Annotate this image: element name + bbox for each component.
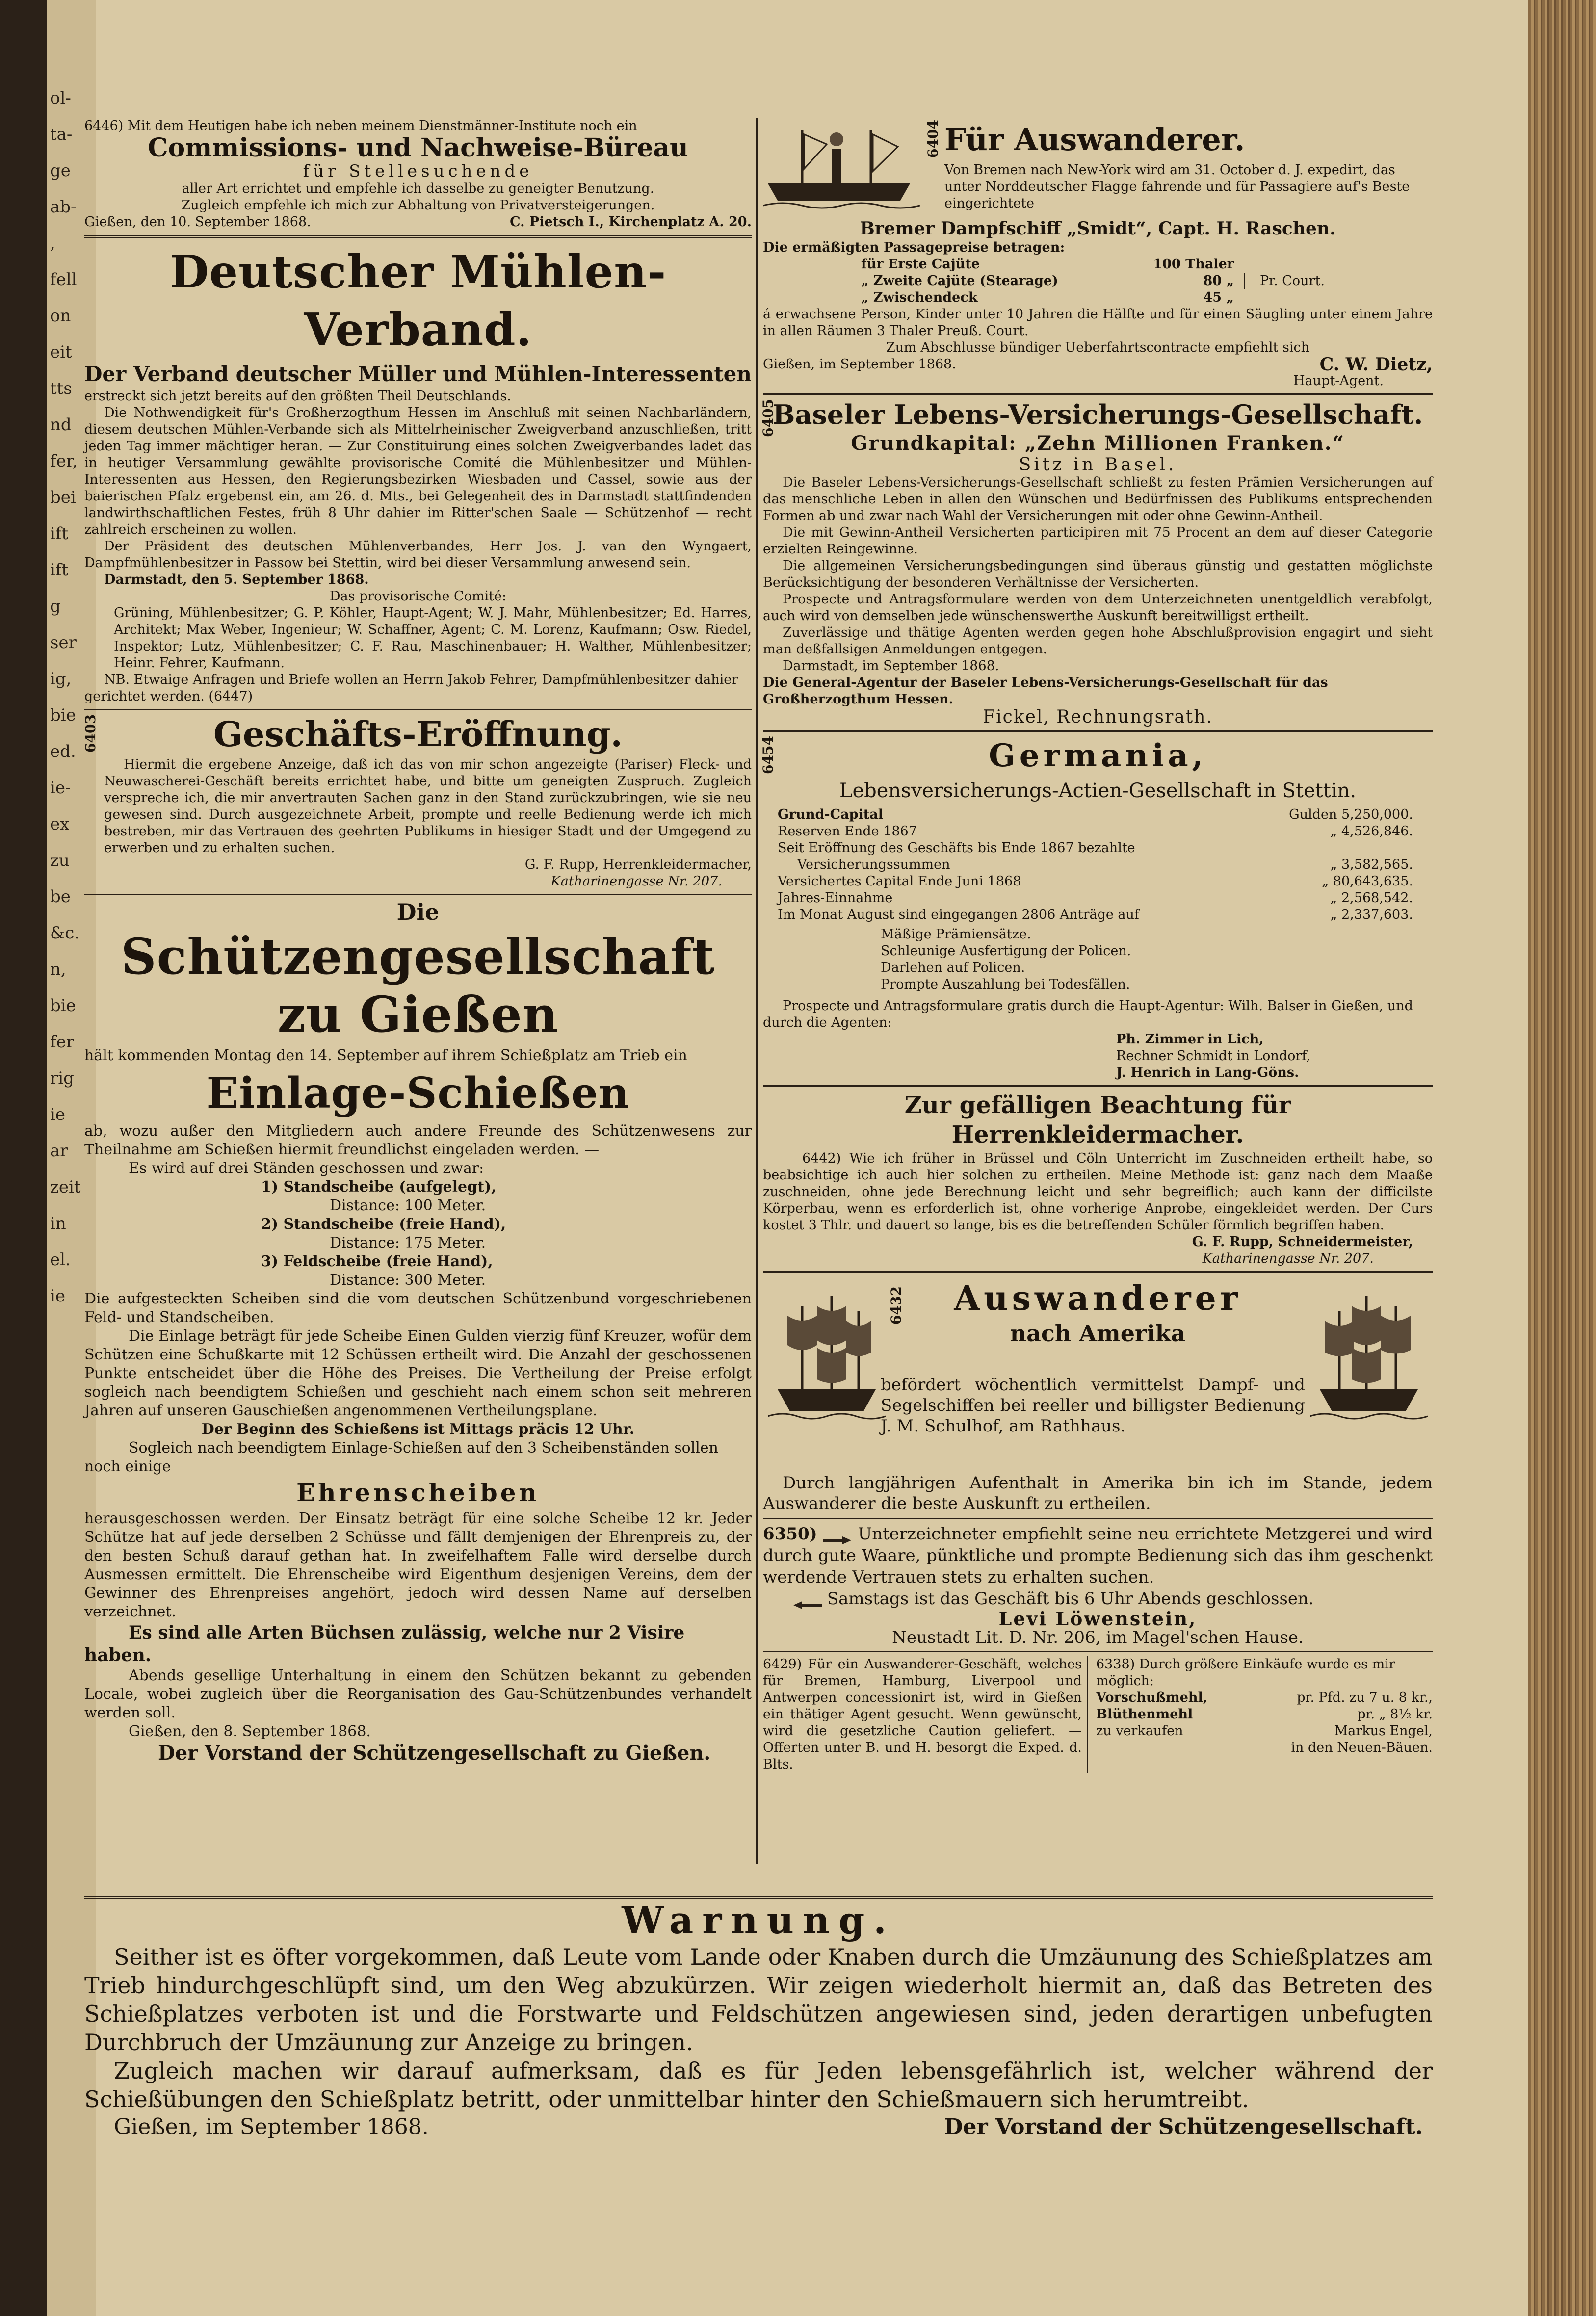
nb-text: NB. Etwaige Anfragen und Briefe wollen an Herrn Jakob Fehrer, Dampfmühlenbesitzer dahier gerichtet werden. xyxy=(84,672,738,704)
ad-paragraph: Die aufgesteckten Scheiben sind die vom deutschen Schützenbund vorgeschriebenen Feld- und Standscheiben. xyxy=(84,1290,752,1326)
ad-line: á erwachsene Person, Kinder unter 10 Jahren die Hälfte und für einen Säugling unter einem Jahre in allen Räumen 3 Thaler Preuß. Court. xyxy=(763,307,1433,338)
ad-body: Durch langjährigen Aufenthalt in Amerika bin ich im Stande, jedem Auswanderer die beste Auskunft zu ertheilen. xyxy=(763,1473,1433,1513)
left-column xyxy=(84,118,752,1766)
ad-signature: C. W. Dietz, xyxy=(1319,354,1433,375)
ad-date: Gießen, den 8. September 1868. xyxy=(129,1723,371,1740)
figure-unit: „ xyxy=(1330,824,1337,839)
book-page-edges xyxy=(1528,0,1596,2316)
warning-title: Warnung. xyxy=(622,1899,895,1942)
ad-geschaefts-eroeffnung xyxy=(84,714,752,890)
figure-label: Versicherungssummen xyxy=(797,857,950,872)
target-distance: Distance: 100 Meter. xyxy=(330,1197,486,1214)
ad-paragraph: Die Baseler Lebens-Versicherungs-Gesellschaft schließt zu festen Prämien Versicherungen auf das menschliche Leben in allen den Wünschen und Bedürfnissen des Publikums entsprechenden Formen ab und zwar nach Wahl der Versicherungen mit oder ohne Gewinn-Antheil. xyxy=(763,475,1433,523)
ad-address: in den Neuen-Bäuen. xyxy=(1291,1740,1433,1755)
ad-title: Geschäfts-Eröffnung. xyxy=(213,714,623,755)
ad-paragraph: Sogleich nach beendigtem Einlage-Schießen auf den 3 Scheibenständen sollen noch einige xyxy=(84,1439,718,1475)
ad-event: Einlage-Schießen xyxy=(206,1068,630,1118)
margin-fragment: zu xyxy=(50,851,70,870)
ad-seat: Sitz in Basel. xyxy=(1019,455,1177,475)
agents-line: Prospecte und Antragsformulare gratis durch die Haupt-Agentur: Wilh. Balser in Gießen, und durch die Agenten: xyxy=(763,998,1413,1030)
flour-price: pr. Pfd. zu 7 u. 8 kr., xyxy=(1297,1690,1433,1705)
pointing-hand-icon xyxy=(823,1530,852,1540)
margin-fragment: ift xyxy=(50,560,69,580)
margin-fragment: ar xyxy=(50,1141,68,1161)
margin-fragment: el. xyxy=(50,1250,71,1270)
ad-paragraph: Die allgemeinen Versicherungsbedingungen sind überaus günstig und gestatten möglichste Berücksichtigung der besonderen Verhältnisse der Versicherten. xyxy=(763,558,1433,590)
ad-body: Hiermit die ergebene Anzeige, daß ich das von mir schon angezeigte (Pariser) Fleck- und Neuwascherei-Geschäft bereits errichtet habe, und bitte um geneigten Zuspruch. Zugleich verspreche ich, die mir anvertrauten Sachen ganz in den Stand zurückzubringen, wie sie neu gewesen sind. Durch ausgezeichnete Arbeit, prompte und reelle Bedienung werde ich mich bestreben, mir das Vertrauen des geehrten Publikums in hiesiger Stadt und der Umgegend zu erwerben und zu erhalten suchen. xyxy=(104,757,752,856)
ad-herrenkleidermacher xyxy=(763,1091,1433,1267)
figure-value: 2,337,603. xyxy=(1341,907,1413,922)
ad-schuetzengesellschaft xyxy=(84,899,752,1766)
prices-heading: Die ermäßigten Passagepreise betragen: xyxy=(763,240,1065,255)
ad-signature: Der Vorstand der Schützengesellschaft zu Gießen. xyxy=(158,1742,711,1765)
steamship-icon xyxy=(763,120,920,213)
ad-fuer-auswanderer xyxy=(763,120,1433,218)
committee-members: Grüning, Mühlenbesitzer; G. P. Köhler, Haupt-Agent; W. J. Mahr, Mühlenbesitzer; Ed. Harres, Architekt; Max Weber, Ingenieur; W. Schaffner, Agent; C. M. Lorenz, Kaufmann; Osw. Riedel, Inspektor; Lutz, Mühlenbesitzer; C. F. Rau, Maschinenbauer; H. Walther, Mühlenbesitzer; Heinr. Fehrer, Kaufmann. xyxy=(114,605,752,671)
ad-subtitle: Der Verband deutscher Müller und Mühlen-Interessenten xyxy=(84,362,752,386)
ad-title: Auswanderer xyxy=(954,1279,1242,1318)
column-divider xyxy=(756,118,758,1864)
ad-signature: G. F. Rupp, Schneidermeister, xyxy=(1192,1234,1413,1249)
ad-number: 6350) xyxy=(763,1524,817,1544)
figure-label: Versichertes Capital Ende Juni 1868 xyxy=(778,874,1021,889)
price-class: für Erste Cajüte xyxy=(861,257,980,272)
ad-title: Für Auswanderer. xyxy=(944,122,1245,157)
price-class: „ Zwischendeck xyxy=(861,290,978,305)
ad-address: Katharinengasse Nr. 207. xyxy=(1202,1251,1374,1266)
margin-fragment: ex xyxy=(50,814,70,834)
sailing-ship-icon xyxy=(1310,1291,1428,1424)
figure-label: Grund-Capital xyxy=(778,807,883,822)
figure-value: 2,568,542. xyxy=(1341,890,1413,906)
margin-fragment: ed. xyxy=(50,742,76,761)
ad-body: 6442) Wie ich früher in Brüssel und Cöln Unterricht im Zuschneiden ertheilt habe, so beabsichtige ich auch hier solchen zu ertheilen. Meine Methode ist: ganz nach dem Maaße zuschneiden, ohne jede Berechnung leicht und sehr begreiflich; auch kann der difficilste Körperbau, wenn es erforderlich ist, ohne vorherige Anprobe, eingekleidet werden. Der Curs kostet 3 Thlr. und dauert so lange, bis es die betreffenden Schüler förmlich begriffen haben. xyxy=(763,1151,1433,1233)
feature-item: Darlehen auf Policen. xyxy=(881,960,1025,975)
ad-subtitle: nach Amerika xyxy=(1010,1320,1186,1347)
agent-item: Ph. Zimmer in Lich, xyxy=(1116,1032,1264,1047)
target-label: 2) Standscheibe (freie Hand), xyxy=(261,1216,506,1233)
margin-fragment: ie- xyxy=(50,778,71,798)
feature-item: Prompte Auszahlung bei Todesfällen. xyxy=(881,977,1130,992)
ad-rifles-note: Es sind alle Arten Büchsen zulässig, welche nur 2 Visire haben. xyxy=(84,1622,685,1665)
ad-signature-role: Haupt-Agent. xyxy=(1293,373,1384,389)
ad-signature: C. Pietsch I., Kirchenplatz A. 20. xyxy=(510,214,752,230)
ad-number: 6403 xyxy=(82,714,99,753)
ad-paragraph: Die mit Gewinn-Antheil Versicherten participiren mit 75 Procent an dem auf dieser Categorie erzielten Reingewinne. xyxy=(763,525,1433,557)
margin-fragment: bie xyxy=(50,996,76,1015)
margin-fragment: in xyxy=(50,1214,66,1233)
figure-value: 80,643,635. xyxy=(1333,874,1413,889)
ad-number: 6454 xyxy=(760,736,776,774)
margin-fragment: ta- xyxy=(50,125,73,144)
ad-number: 6432 xyxy=(888,1286,904,1325)
ad-text: Samstags ist das Geschäft bis 6 Uhr Abends geschlossen. xyxy=(827,1589,1314,1609)
margin-fragment: fer xyxy=(50,1032,74,1052)
ad-signature: Fickel, Rechnungsrath. xyxy=(983,707,1213,727)
germania-features xyxy=(763,926,1433,993)
ad-paragraph: Prospecte und Antragsformulare werden von dem Unterzeichneten unentgeldlich verabfolgt, auch wird von demselben jede wünschenswerthe Auskunft bereitwilligst ertheilt. xyxy=(763,592,1433,624)
agents-list xyxy=(763,1031,1433,1081)
margin-fragment: , xyxy=(50,234,55,253)
ad-muehlen-verband xyxy=(84,243,752,705)
ad-signature: Markus Engel, xyxy=(1334,1723,1433,1739)
margin-fragment: nd xyxy=(50,415,72,435)
flour-name: Blüthenmehl xyxy=(1096,1707,1193,1722)
figure-unit: „ xyxy=(1322,874,1329,889)
ad-auswanderer-amerika xyxy=(763,1276,1433,1473)
margin-fragment: ol- xyxy=(50,88,71,108)
ad-line: Zum Abschlusse bündiger Ueberfahrtscontracte empfiehlt sich xyxy=(886,340,1309,355)
figure-unit: „ xyxy=(1330,890,1337,906)
target-label: 1) Standscheibe (aufgelegt), xyxy=(261,1178,497,1196)
price-currency: Pr. Court. xyxy=(1244,273,1325,289)
ad-line: Zugleich empfehle ich mich zur Abhaltung von Privatversteigerungen. xyxy=(181,198,655,213)
ad-title: Commissions- und Nachweise-Büreau xyxy=(148,133,688,163)
ad-address: Neustadt Lit. D. Nr. 206, im Magel'schen Hause. xyxy=(892,1628,1304,1647)
ad-paragraph: erstreckt sich jetzt bereits auf den größten Theil Deutschlands. xyxy=(84,389,511,404)
ad-date: Darmstadt, im September 1868. xyxy=(783,658,999,674)
ad-text: Unterzeichneter empfiehlt seine neu errichtete Metzgerei und wird durch gute Waare, pünktliche und prompte Bedienung sich das ihm geschenkt werdende Vertrauen stets zu erhalten suchen. xyxy=(763,1524,1433,1587)
margin-fragment: ig, xyxy=(50,669,72,689)
price-value: 45 „ xyxy=(1203,290,1234,305)
figure-label: Seit Eröffnung des Geschäfts bis Ende 1867 bezahlte xyxy=(778,840,1135,856)
ad-number: 6405 xyxy=(760,399,776,437)
price-table xyxy=(763,256,1433,306)
ad-paragraph: Abends gesellige Unterhaltung in einem den Schützen bekannt zu gebenden Locale, wobei zugleich über die Reorganisation des Gau-Schützenbundes verhandelt werden soll. xyxy=(84,1667,752,1721)
ship-name: Bremer Dampfschiff „Smidt“, Capt. H. Raschen. xyxy=(860,218,1336,239)
agent-item: Rechner Schmidt in Londorf, xyxy=(1116,1048,1310,1064)
ad-address: Katharinengasse Nr. 207. xyxy=(550,874,722,889)
ad-mehl xyxy=(1088,1656,1433,1773)
ad-baseler-versicherung xyxy=(760,399,1433,727)
right-column xyxy=(760,118,1433,1773)
margin-fragment: bei xyxy=(50,488,76,507)
figure-unit: „ xyxy=(1330,907,1337,922)
target-label: 3) Feldscheibe (freie Hand), xyxy=(261,1253,493,1270)
ad-title: Germania, xyxy=(989,737,1207,774)
ad-number: 6404 xyxy=(925,120,941,158)
target-list xyxy=(84,1178,752,1290)
ad-subtitle: Lebensversicherungs-Actien-Gesellschaft in Stettin. xyxy=(839,780,1357,802)
figure-value: 5,250,000. xyxy=(1341,807,1413,822)
ad-line: Von Bremen nach New-York wird am 31. October d. J. expedirt, das unter Norddeutscher Flagge fahrende und für Passagiere auf's Beste eingerichtete xyxy=(944,162,1410,211)
ad-paragraph: Zuverlässige und thätige Agenten werden gegen hohe Abschlußprovision engagirt und sieht man deßfallsigen Anmeldungen entgegen. xyxy=(763,625,1433,657)
ad-capital: Grundkapital: „Zehn Millionen Franken.“ xyxy=(851,432,1345,455)
ad-metzgerei xyxy=(763,1523,1433,1647)
figure-label: Im Monat August sind eingegangen 2806 Anträge auf xyxy=(778,907,1139,922)
margin-fragment: ser xyxy=(50,633,77,652)
margin-fragment: tts xyxy=(50,379,72,398)
ad-die: Die xyxy=(396,899,440,925)
ad-paragraph: Die Nothwendigkeit für's Großherzogthum Hessen im Anschluß mit seinen Nachbarländern, diesem deutschen Mühlen-Verbande sich als Mittelrheinischer Zweigverband anzuschließen, tritt jeden Tag immer mächtiger heran. — Zur Constituirung eines solchen Zweigverbandes ladet das in heutiger Versammlung gewählte provisorische Comité die Mühlenbesitzer und Mühlen-Interessenten aus Hessen, den Regierungsbezirken Wiesbaden und Cassel, sowie aus der baierischen Pfalz ergebenst ein, am 26. d. Mts., bei Gelegenheit des in Darmstadt stattfindenden landwirthschaftlichen Festes, früh 8 Uhr dahier im Ritter'schen Saale — Schützenhof — recht zahlreich erscheinen zu wollen. xyxy=(84,405,752,537)
margin-fragment: be xyxy=(50,887,71,907)
figure-value: 4,526,846. xyxy=(1341,824,1413,839)
ad-body xyxy=(763,1523,1433,1588)
margin-fragment: rig xyxy=(50,1068,74,1088)
ad-paragraph: Der Präsident des deutschen Mühlenverbandes, Herr Jos. J. van den Wyngaert, Dampfmühlenbesitzer in Passow bei Stettin, wird bei dieser Versammlung anwesend sein. xyxy=(84,539,752,571)
feature-item: Mäßige Prämiensätze. xyxy=(881,927,1031,942)
pointing-hand-icon xyxy=(792,1594,822,1605)
ad-date: Gießen, im September 1868. xyxy=(763,357,956,372)
ad-signature: G. F. Rupp, Herrenkleidermacher, xyxy=(524,857,752,872)
committee-heading: Das provisorische Comité: xyxy=(329,589,507,604)
ad-germania xyxy=(760,736,1433,1081)
price-class: „ Zweite Cajüte (Stearage) xyxy=(861,273,1058,288)
figure-unit: „ xyxy=(1330,857,1337,872)
sailing-ship-icon xyxy=(768,1291,886,1424)
margin-fragment: ie xyxy=(50,1105,65,1124)
margin-fragment: ie xyxy=(50,1286,65,1306)
margin-fragment: ge xyxy=(50,161,71,181)
ad-title: Schützengesellschaft zu Gießen xyxy=(121,928,715,1043)
figure-label: Jahres-Einnahme xyxy=(778,890,893,906)
agent-item: J. Henrich in Lang-Göns. xyxy=(1116,1065,1299,1080)
small-ads-row xyxy=(763,1656,1433,1773)
margin-fragment: fell xyxy=(50,270,77,289)
ad-tail: zu verkaufen xyxy=(1096,1723,1183,1739)
ad-date: Darmstadt, den 5. September 1868. xyxy=(104,572,369,587)
ad-head: 6338) Durch größere Einkäufe wurde es mir möglich: xyxy=(1096,1657,1395,1689)
ad-lead: 6446) Mit dem Heutigen habe ich neben meinem Dienstmänner-Institute noch ein xyxy=(84,118,637,133)
warning-paragraph: Zugleich machen wir darauf aufmerksam, daß es für Jeden lebensgefährlich ist, welcher während der Schießübungen den Schießplatz betritt, oder unmittelbar hinter den Schießmauern sich herumtreibt. xyxy=(84,2057,1433,2112)
flour-name: Vorschußmehl, xyxy=(1096,1690,1208,1705)
ad-number: (6447) xyxy=(209,689,253,704)
ad-body: befördert wöchentlich vermittelst Dampf- und Segelschiffen bei reeller und billigster Bedienung J. M. Schulhof, am Rathhaus. xyxy=(881,1375,1305,1436)
ad-title: Baseler Lebens-Versicherungs-Gesellschaft. xyxy=(772,399,1423,430)
ad-date: Gießen, den 10. September 1868. xyxy=(84,214,311,230)
margin-fragment: &c. xyxy=(50,923,80,943)
margin-fragment: zeit xyxy=(50,1177,81,1197)
margin-fragment: n, xyxy=(50,960,66,979)
ad-paragraph: herausgeschossen werden. Der Einsatz beträgt für eine solche Scheibe 12 kr. Jeder Schütze hat auf jede derselben 2 Schüsse und fällt demjenigen der Ehrenpreis zu, der den besten Schuß darauf gethan hat. In zweifelhaftem Falle wird derselbe durch Ausmessen ermittelt. Die Ehrenscheibe wird Eigenthum desjenigen Vereins, dem der Gewinner des Ehrenpreises angehört, jedoch wird dessen Name auf derselben verzeichnet. xyxy=(84,1510,752,1620)
ad-line: aller Art errichtet und empfehle ich dasselbe zu geneigter Benutzung. xyxy=(182,181,654,196)
ad-paragraph: ab, wozu außer den Mitgliedern auch andere Freunde des Schützenwesens zur Theilnahme am Schießen hiermit freundlichst eingeladen werden. — xyxy=(84,1122,752,1158)
ad-ehrenscheiben: Ehrenscheiben xyxy=(296,1478,540,1507)
figure-value: 3,582,565. xyxy=(1341,857,1413,872)
ad-intro: hält kommenden Montag den 14. September auf ihrem Schießplatz am Trieb ein xyxy=(84,1047,687,1064)
feature-item: Schleunige Ausfertigung der Policen. xyxy=(881,943,1131,959)
margin-fragment: bie xyxy=(50,705,76,725)
margin-fragment: eit xyxy=(50,342,72,362)
ad-commissions-bureau xyxy=(84,118,752,231)
ad-title: Zur gefälligen Beachtung für Herrenkleidermacher. xyxy=(904,1092,1291,1148)
ad-note xyxy=(84,672,752,705)
warning-date: Gießen, im September 1868. xyxy=(114,2114,429,2139)
price-value: 80 „ xyxy=(1203,273,1234,288)
warning-signature: Der Vorstand der Schützengesellschaft. xyxy=(944,2114,1423,2139)
warning-paragraph: Seither ist es öfter vorgekommen, daß Leute vom Lande oder Knaben durch die Umzäunung des Schießplatzes am Trieb hindurchgeschlüpft sind, um den Weg abzukürzen. Wir zeigen wiederholt hiermit an, daß das Betreten des Schießplatzes verboten ist und die Forstwarte und Feldschützen angewiesen sind, jeden derartigen unbefugten Durchbruch der Umzäunung zur Anzeige zu bringen. xyxy=(84,1944,1433,2056)
figure-label: Reserven Ende 1867 xyxy=(778,824,917,839)
margin-fragment: ift xyxy=(50,524,69,544)
margin-fragment: g xyxy=(50,597,61,616)
price-value: 100 Thaler xyxy=(1153,257,1234,272)
target-distance: Distance: 175 Meter. xyxy=(330,1234,486,1251)
target-distance: Distance: 300 Meter. xyxy=(330,1272,486,1289)
figure-unit: Gulden xyxy=(1289,807,1337,822)
ad-agent-wanted: 6429) Für ein Auswanderer-Geschäft, welches für Bremen, Hamburg, Liverpool und Antwerpen concessionirt ist, wird in Gießen ein thätiger Agent gesucht. Wenn gewünscht, wird die gesetzliche Caution geliefert. — Offerten unter B. und H. besorgt die Exped. d. Blts. xyxy=(763,1656,1088,1773)
margin-fragment: ab- xyxy=(50,197,77,217)
margin-fragment: fer, xyxy=(50,451,78,471)
warning-notice xyxy=(84,1891,1433,2141)
ad-agency: Die General-Agentur der Baseler Lebens-Versicherungs-Gesellschaft für das Großherzogthum Hessen. xyxy=(763,675,1328,707)
ad-paragraph: Die Einlage beträgt für jede Scheibe Einen Gulden vierzig fünf Kreuzer, wofür dem Schützen eine Schußkarte mit 12 Schüssen ertheilt wird. Die Anzahl der geschossenen Punkte entscheidet über die Höhe des Preises. Die Vertheilung der Preise erfolgt sogleich nach beendigtem Schießen und geschieht nach einem schon seit mehreren Jahren auf unseren Gauschießen angenommenen Vertheilungsplane. xyxy=(84,1327,752,1419)
ad-paragraph: Es wird auf drei Ständen geschossen und zwar: xyxy=(129,1160,484,1177)
germania-figures xyxy=(763,804,1433,926)
flour-price: pr. „ 8½ kr. xyxy=(1357,1707,1433,1722)
ad-start-time: Der Beginn des Schießens ist Mittags präcis 12 Uhr. xyxy=(201,1421,635,1438)
ad-subtitle: für Stellesuchende xyxy=(303,161,533,181)
ad-title: Deutscher Mühlen-Verband. xyxy=(169,245,667,356)
ad-signature: Levi Löwenstein, xyxy=(998,1608,1197,1630)
ad-hours xyxy=(763,1588,1433,1610)
margin-fragment: on xyxy=(50,306,71,326)
